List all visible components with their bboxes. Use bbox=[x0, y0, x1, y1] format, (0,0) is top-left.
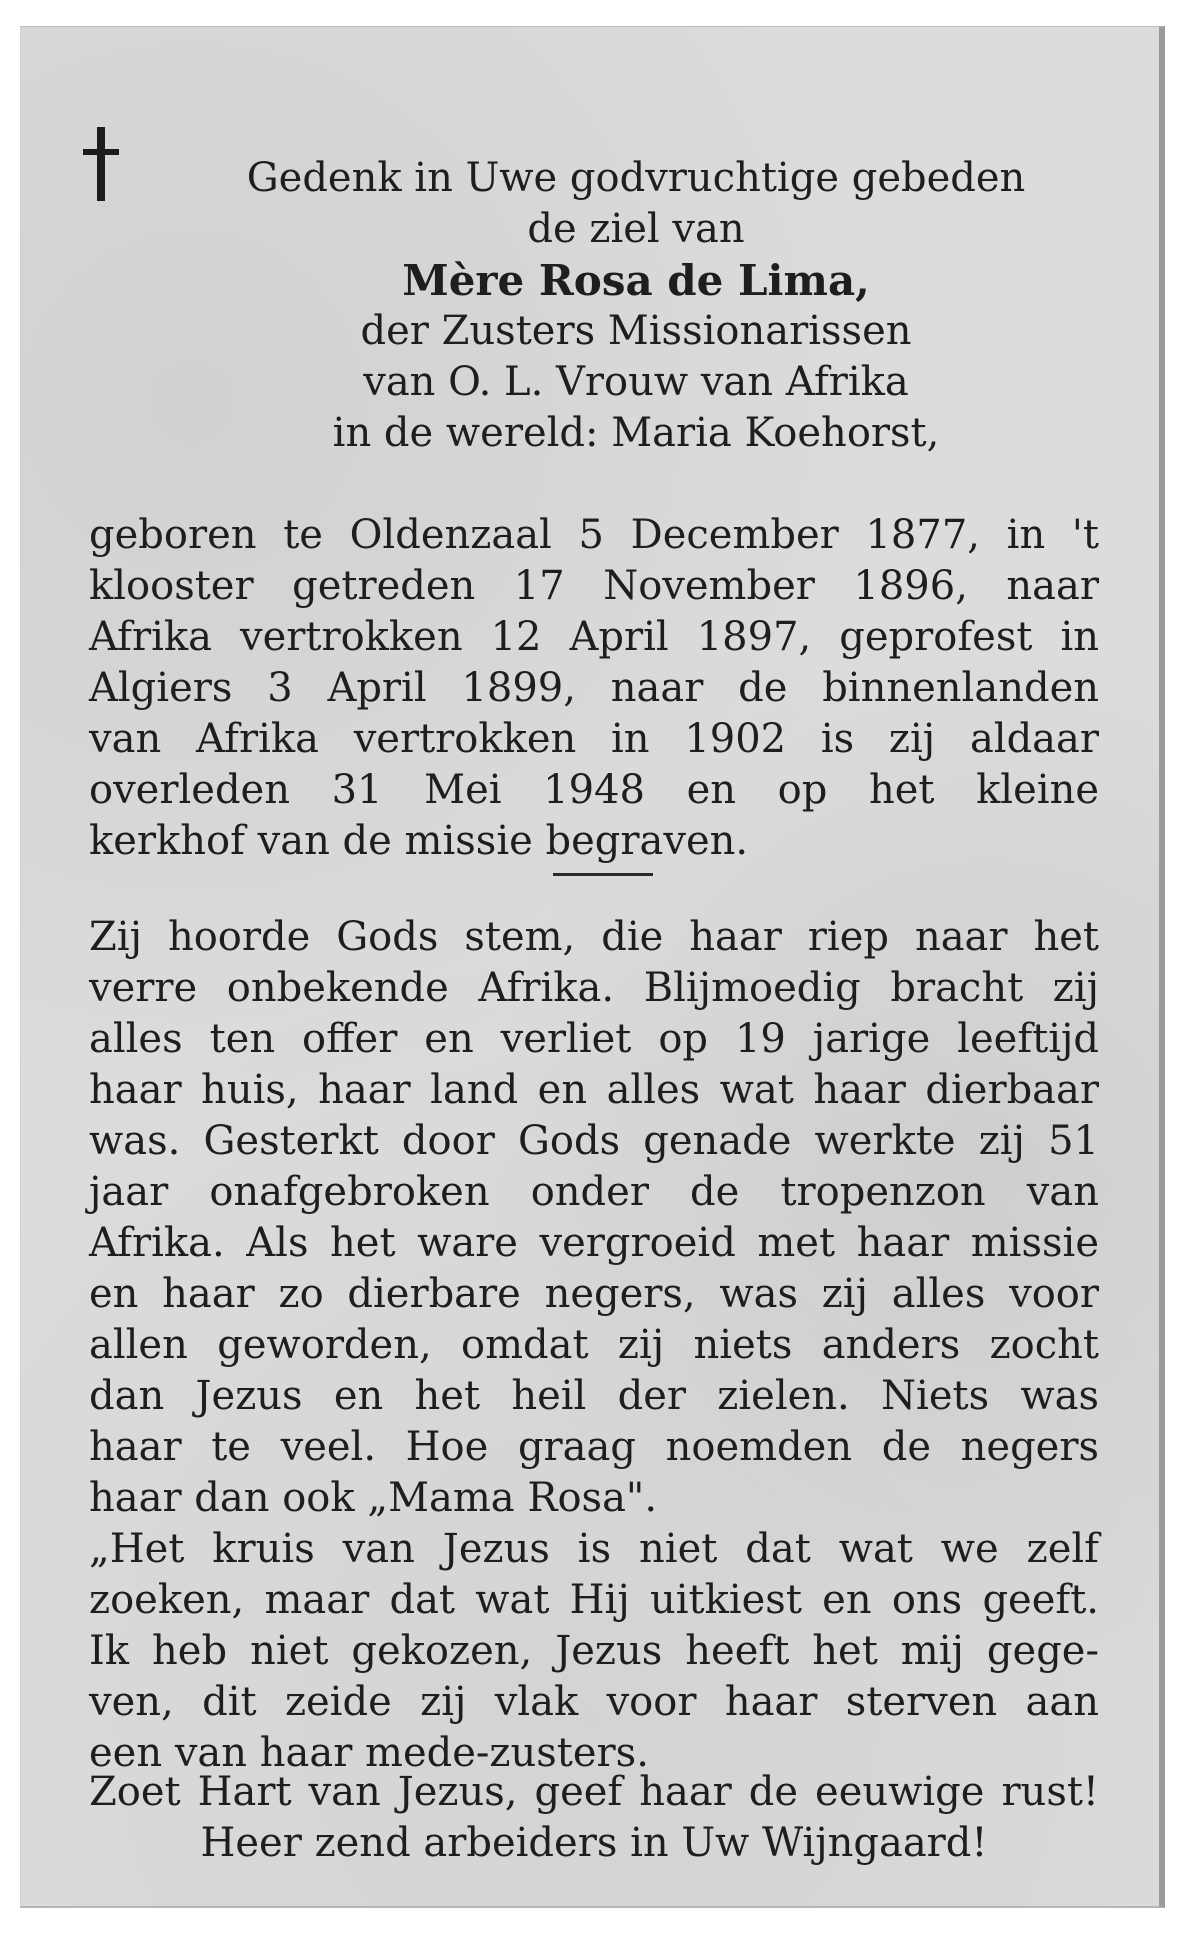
tribute-line: Afrika. Als het ware vergroeid met haar missie bbox=[89, 1220, 1099, 1266]
closing-prayer bbox=[89, 1767, 1099, 1869]
section-divider bbox=[553, 873, 653, 876]
quote-line: ven, dit zeide zij vlak voor haar sterven aan bbox=[89, 1679, 1099, 1725]
tribute-line: was. Gesterkt door Gods genade werkte zij 51 bbox=[89, 1118, 1099, 1164]
closing-line-1: Zoet Hart van Jezus, geef haar de eeuwige rust! bbox=[89, 1769, 1099, 1815]
bio-line: kerkhof van de missie begraven. bbox=[89, 818, 749, 864]
quote-line: „Het kruis van Jezus is niet dat wat we zelf bbox=[89, 1526, 1099, 1572]
memorial-card bbox=[20, 26, 1165, 1908]
header-line-2: de ziel van bbox=[527, 206, 745, 252]
card-header bbox=[141, 153, 1131, 459]
tribute-line: alles ten offer en verliet op 19 jarige leeftijd bbox=[89, 1016, 1099, 1062]
bio-line: geboren te Oldenzaal 5 December 1877, in 't bbox=[89, 512, 1099, 558]
cross-icon bbox=[83, 127, 119, 201]
header-line-1: Gedenk in Uwe godvruchtige gebeden bbox=[246, 155, 1026, 201]
tribute-line: jaar onafgebroken onder de tropenzon van bbox=[89, 1169, 1099, 1215]
bio-line: klooster getreden 17 November 1896, naar bbox=[89, 563, 1099, 609]
biography bbox=[89, 510, 1099, 867]
tribute-line: dan Jezus en het heil der zielen. Niets was bbox=[89, 1373, 1099, 1419]
quote-line: Ik heb niet gekozen, Jezus heeft het mij gege- bbox=[89, 1628, 1099, 1674]
bio-line: Algiers 3 April 1899, naar de binnenlanden bbox=[89, 665, 1099, 711]
tribute-line: allen geworden, omdat zij niets anders zocht bbox=[89, 1322, 1099, 1368]
tribute-line: en haar zo dierbare negers, was zij alles voor bbox=[89, 1271, 1099, 1317]
tribute-line: haar te veel. Hoe graag noemden de negers bbox=[89, 1424, 1099, 1470]
tribute-line: verre onbekende Afrika. Blijmoedig bracht zij bbox=[89, 965, 1099, 1011]
bio-line: Afrika vertrokken 12 April 1897, geprofest in bbox=[89, 614, 1099, 660]
bio-line: overleden 31 Mei 1948 en op het kleine bbox=[89, 767, 1099, 813]
tribute-line: haar dan ook „Mama Rosa". bbox=[89, 1475, 658, 1521]
tribute-line: Zij hoorde Gods stem, die haar riep naar het bbox=[89, 914, 1099, 960]
header-line-5: van O. L. Vrouw van Afrika bbox=[363, 359, 909, 405]
header-line-4: der Zusters Missionarissen bbox=[360, 308, 912, 354]
quote-line: zoeken, maar dat wat Hij uitkiest en ons geeft. bbox=[89, 1577, 1099, 1623]
header-line-6: in de wereld: Maria Koehorst, bbox=[332, 410, 940, 456]
bio-line: van Afrika vertrokken in 1902 is zij aldaar bbox=[89, 716, 1099, 762]
deceased-name: Mère Rosa de Lima, bbox=[402, 256, 870, 305]
closing-line-2: Heer zend arbeiders in Uw Wijngaard! bbox=[200, 1820, 988, 1866]
quote-line: een van haar mede-zusters. bbox=[89, 1730, 649, 1776]
tribute-line: haar huis, haar land en alles wat haar dierbaar bbox=[89, 1067, 1099, 1113]
tribute-paragraph bbox=[89, 912, 1099, 1779]
